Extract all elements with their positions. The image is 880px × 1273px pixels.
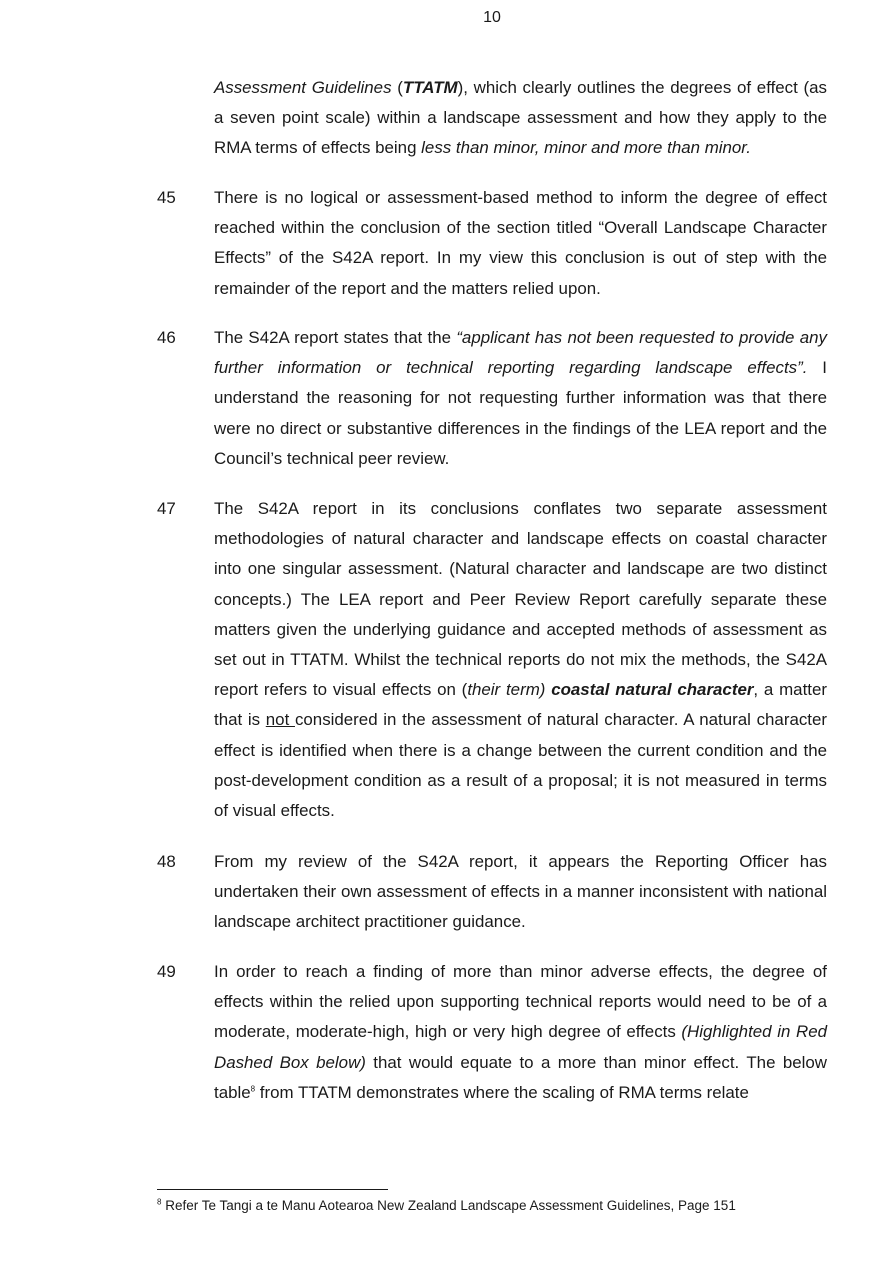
footnote-mark: 8 [157,1197,162,1207]
paragraph-number: 45 [157,188,176,207]
text-run: I understand the reasoning for not requesting further information was that there were no direct or substantive differences in the findings of the LEA report and the Council’s technical peer review. [214,358,827,468]
paragraph-text [214,323,827,474]
paragraph-number: 48 [157,852,176,871]
rma-terms: less than minor, minor and more than minor. [421,138,752,158]
text-run: considered in the assessment of natural character. A natural character effect is identified when there is a change between the current condition and the post-development condition as a result of a proposal; it is not measured in terms of visual effects. [214,710,827,821]
continued-paragraph [214,73,827,164]
intro-text: ( [391,78,403,97]
paragraph-text [214,494,827,826]
quoted-text: “applicant has not been requested to provide any further information or technical reporting regarding landscape effects”. [214,328,827,378]
footnote-text: Refer Te Tangi a te Manu Aotearoa New Zealand Landscape Assessment Guidelines, Page 151 [161,1198,736,1213]
text-run: The S42A report in its conclusions conflates two separate assessment methodologies of natural character and landscape effects on coastal character into one singular assessment. (Natural character and landscape are two distinct concepts.) The LEA report and Peer Review Report carefully separate these matters given the underlying guidance and accepted methods of assessment as set out in TTATM. Whilst the technical reports do not mix the methods, the S42A report refers to visual effects on ( [214,499,827,700]
underlined-not: not [265,710,295,730]
footnote [157,1197,837,1215]
page-number: 10 [483,9,501,26]
paragraph-text [214,957,827,1108]
text-run: , a matter that is [214,680,827,730]
highlight-note: (Highlighted in Red Dashed Box below) [214,1022,827,1072]
ttatm-abbreviation: TTATM [402,78,458,97]
paragraph-number: 49 [157,962,176,981]
paragraph-number: 47 [157,499,176,518]
guidelines-title: Assessment Guidelines [214,78,392,97]
paragraph-text: From my review of the S42A report, it appears the Reporting Officer has undertaken their own assessment of effects in a manner inconsistent with national landscape architect practitioner guidance. [214,852,827,932]
paragraph-text: There is no logical or assessment-based method to inform the degree of effect reached within the conclusion of the section titled “Overall Landscape Character Effects” of the S42A report. In my view this conclusion is out of step with the remainder of the report and the matters relied upon. [214,188,827,298]
their-term: their term) [467,680,546,700]
text-run: In order to reach a finding of more than minor adverse effects, the degree of effects within the relied upon supporting technical reports would need to be of a moderate, moderate-high, high or very high degree of effects [214,962,827,1042]
text-run: The S42A report states that the [214,328,457,347]
coastal-natural-character: coastal natural character [551,680,754,700]
text-run: from TTATM demonstrates where the scaling of RMA terms relate [255,1082,749,1102]
text-run: that would equate to a more than minor effect. The below table [214,1052,827,1102]
footnote-reference: 8 [250,1084,256,1094]
paragraph-number: 46 [157,328,176,347]
intro-text: ), which clearly outlines the degrees of effect (as a seven point scale) within a landscape assessment and how they apply to the RMA terms of effects being [214,78,827,158]
footnote-separator [157,1189,388,1190]
